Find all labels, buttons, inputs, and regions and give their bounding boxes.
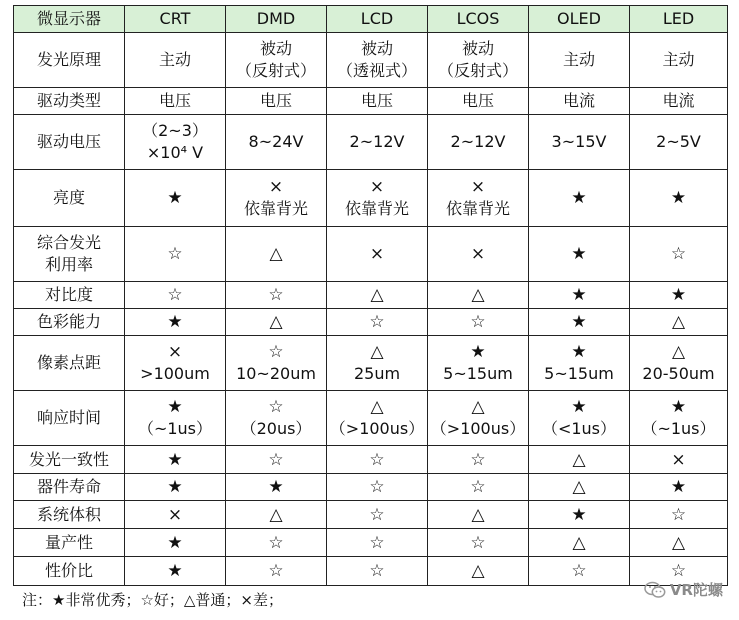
row-label-line: 响应时间 xyxy=(36,408,101,427)
rating-symbol: ★ xyxy=(670,188,687,208)
rating-symbol: ☆ xyxy=(268,561,284,581)
cell-text: （>100us） xyxy=(430,419,526,438)
rating-symbol: × xyxy=(369,177,385,197)
rating-symbol: × xyxy=(167,342,183,362)
table-cell xyxy=(327,529,428,557)
rating-symbol: △ xyxy=(671,342,686,362)
row-label-line: 驱动电压 xyxy=(36,132,101,151)
rating-symbol: ☆ xyxy=(670,561,687,581)
rating-symbol: × xyxy=(167,504,183,525)
rating-symbol: ☆ xyxy=(167,244,183,264)
table-cell xyxy=(529,391,630,446)
cell-text: 被动 xyxy=(461,39,494,58)
rating-symbol: ☆ xyxy=(268,285,284,305)
table-cell xyxy=(428,557,529,586)
table-cell xyxy=(327,391,428,446)
row-label-cell xyxy=(14,227,125,282)
cell-text: 电流 xyxy=(562,91,595,110)
row-label-line: 发光原理 xyxy=(36,50,101,69)
table-cell xyxy=(428,309,529,336)
rating-symbol: ★ xyxy=(571,188,587,208)
rating-symbol: ★ xyxy=(167,312,183,332)
table-cell xyxy=(529,446,630,474)
cell-text: （2~3） xyxy=(142,121,208,140)
rating-symbol: × xyxy=(268,177,284,197)
table-cell xyxy=(630,88,728,115)
rating-symbol: ☆ xyxy=(369,312,385,332)
row-label-cell xyxy=(14,309,125,336)
rating-symbol: △ xyxy=(572,449,586,470)
rating-symbol: ☆ xyxy=(470,449,486,470)
rating-symbol: ☆ xyxy=(167,285,183,305)
table-cell xyxy=(125,446,226,474)
rating-symbol: △ xyxy=(269,504,283,525)
rating-symbol: ★ xyxy=(167,561,183,581)
table-cell xyxy=(226,88,327,115)
rating-symbol: ★ xyxy=(571,312,587,332)
table-cell xyxy=(428,227,529,282)
cell-text: 主动 xyxy=(158,50,191,69)
cell-text: >100um xyxy=(140,364,210,383)
table-cell xyxy=(327,282,428,309)
row-label-cell xyxy=(14,557,125,586)
table-cell xyxy=(529,170,630,227)
row-label-cell xyxy=(14,115,125,170)
table-cell xyxy=(125,88,226,115)
rating-symbol: ☆ xyxy=(369,561,385,581)
table-cell xyxy=(428,529,529,557)
row-label-line: 器件寿命 xyxy=(36,477,101,496)
rating-symbol: ☆ xyxy=(268,397,284,417)
table-cell xyxy=(428,33,529,88)
rating-symbol: △ xyxy=(269,312,283,332)
table-row xyxy=(14,282,728,309)
cell-text: 2~12V xyxy=(450,132,506,151)
wechat-icon xyxy=(644,581,666,599)
row-label-line: 色彩能力 xyxy=(36,312,101,331)
cell-text: （透视式） xyxy=(336,61,417,80)
row-label-line: 量产性 xyxy=(44,532,93,552)
rating-symbol: ☆ xyxy=(369,449,385,470)
table-row xyxy=(14,227,728,282)
table-cell xyxy=(125,33,226,88)
row-label-cell xyxy=(14,336,125,391)
cell-text: 电压 xyxy=(158,91,191,110)
rating-symbol: △ xyxy=(471,561,485,581)
rating-symbol: △ xyxy=(269,244,283,264)
cell-text: （20us） xyxy=(240,419,312,438)
cell-text: （<1us） xyxy=(541,419,617,438)
table-cell xyxy=(327,446,428,474)
table-cell xyxy=(630,282,728,309)
cell-text: 电压 xyxy=(360,91,393,110)
table-row xyxy=(14,446,728,474)
rating-symbol: ☆ xyxy=(369,477,385,497)
table-cell xyxy=(428,115,529,170)
table-cell xyxy=(327,557,428,586)
rating-symbol: ★ xyxy=(167,188,183,208)
rating-symbol: ★ xyxy=(571,285,587,305)
rating-symbol: ★ xyxy=(571,397,587,417)
table-cell xyxy=(125,474,226,501)
cell-text: （~1us） xyxy=(137,419,213,438)
header-cell-technology: OLED xyxy=(529,6,630,33)
table-cell xyxy=(529,115,630,170)
cell-text: 被动 xyxy=(360,39,393,58)
table-cell xyxy=(125,557,226,586)
header-cell-category: 微显示器 xyxy=(14,6,125,33)
table-cell xyxy=(428,501,529,529)
cell-text: 2~12V xyxy=(349,132,405,151)
table-cell xyxy=(125,529,226,557)
rating-symbol: ★ xyxy=(571,244,587,264)
rating-symbol: ☆ xyxy=(470,312,486,332)
row-label-line: 性价比 xyxy=(44,561,93,580)
rating-symbol: ★ xyxy=(167,477,183,497)
row-label-cell xyxy=(14,33,125,88)
rating-symbol: × xyxy=(369,244,385,264)
table-row xyxy=(14,115,728,170)
table-row xyxy=(14,309,728,336)
rating-symbol: ★ xyxy=(670,397,687,417)
table-cell xyxy=(327,501,428,529)
table-cell xyxy=(327,336,428,391)
table-row xyxy=(14,501,728,529)
row-label-cell xyxy=(14,282,125,309)
table-cell xyxy=(327,227,428,282)
row-label-line: 利用率 xyxy=(44,255,93,274)
table-cell xyxy=(630,227,728,282)
rating-symbol: ☆ xyxy=(670,504,687,525)
row-label-cell xyxy=(14,529,125,557)
rating-symbol: × xyxy=(470,177,486,197)
cell-text: 主动 xyxy=(562,50,595,69)
table-cell xyxy=(226,309,327,336)
row-label-cell xyxy=(14,446,125,474)
table-cell xyxy=(226,33,327,88)
table-cell xyxy=(327,115,428,170)
row-label-line: 像素点距 xyxy=(36,353,101,372)
row-label-cell xyxy=(14,501,125,529)
cell-text: 2~5V xyxy=(656,132,701,151)
rating-symbol: ★ xyxy=(670,285,687,305)
table-row xyxy=(14,336,728,391)
table-cell xyxy=(226,170,327,227)
table-cell xyxy=(125,282,226,309)
rating-symbol: △ xyxy=(572,532,586,553)
rating-symbol: ★ xyxy=(167,397,183,417)
table-cell xyxy=(630,170,728,227)
rating-symbol: ★ xyxy=(571,342,587,362)
rating-symbol: ★ xyxy=(167,449,183,470)
table-row xyxy=(14,557,728,586)
table-cell xyxy=(428,282,529,309)
rating-symbol: ☆ xyxy=(470,532,486,553)
table-cell xyxy=(630,529,728,557)
table-row xyxy=(14,474,728,501)
row-label-cell xyxy=(14,474,125,501)
table-cell xyxy=(226,391,327,446)
table-cell xyxy=(125,170,226,227)
table-cell xyxy=(226,474,327,501)
table-cell xyxy=(630,115,728,170)
rating-symbol: △ xyxy=(671,312,686,332)
cell-text: 25um xyxy=(353,364,401,383)
row-label-cell xyxy=(14,170,125,227)
cell-text: 电压 xyxy=(259,91,292,110)
table-cell xyxy=(529,529,630,557)
rating-symbol: ★ xyxy=(670,477,687,497)
cell-text: （反射式） xyxy=(437,61,518,80)
rating-symbol: ★ xyxy=(571,504,587,525)
table-cell xyxy=(630,501,728,529)
table-cell xyxy=(125,309,226,336)
table-cell xyxy=(428,170,529,227)
cell-text: 5~15um xyxy=(544,364,614,383)
rating-symbol: △ xyxy=(471,285,485,305)
rating-symbol: △ xyxy=(370,285,384,305)
table-cell xyxy=(428,88,529,115)
table-cell xyxy=(125,336,226,391)
header-cell-technology: LED xyxy=(630,6,728,33)
cell-text: 主动 xyxy=(662,50,695,69)
table-cell xyxy=(327,309,428,336)
table-row xyxy=(14,88,728,115)
footnote-legend: 注：★非常优秀；☆好；△普通；×差； xyxy=(22,591,284,609)
rating-symbol: ☆ xyxy=(369,504,385,525)
row-label-cell xyxy=(14,391,125,446)
rating-symbol: △ xyxy=(671,532,686,553)
table-row xyxy=(14,33,728,88)
table-cell xyxy=(226,501,327,529)
table-row xyxy=(14,391,728,446)
watermark xyxy=(644,579,723,600)
rating-symbol: × xyxy=(470,244,486,264)
header-cell-technology: CRT xyxy=(125,6,226,33)
table-cell xyxy=(226,529,327,557)
rating-symbol: △ xyxy=(471,504,485,525)
table-cell xyxy=(226,336,327,391)
row-label-cell xyxy=(14,88,125,115)
rating-symbol: ★ xyxy=(268,477,284,497)
table-cell xyxy=(529,557,630,586)
cell-text: （~1us） xyxy=(641,419,716,438)
header-cell-technology: LCOS xyxy=(428,6,529,33)
table-cell xyxy=(630,474,728,501)
table-cell xyxy=(529,309,630,336)
cell-text: 8~24V xyxy=(248,132,304,151)
table-cell xyxy=(630,309,728,336)
rating-symbol: ★ xyxy=(470,342,486,362)
cell-text: ×10⁴ V xyxy=(146,143,204,162)
table-cell xyxy=(529,88,630,115)
cell-text: 依靠背光 xyxy=(344,199,409,218)
table-cell xyxy=(630,336,728,391)
cell-text: 依靠背光 xyxy=(445,199,510,218)
cell-text: （反射式） xyxy=(235,61,316,80)
cell-text: 20-50um xyxy=(642,364,715,383)
table-cell xyxy=(529,336,630,391)
table-cell xyxy=(529,282,630,309)
rating-symbol: △ xyxy=(370,397,384,417)
table-cell xyxy=(226,557,327,586)
row-label-line: 驱动类型 xyxy=(36,91,101,110)
cell-text: 5~15um xyxy=(443,364,513,383)
table-cell xyxy=(428,336,529,391)
table-cell xyxy=(327,474,428,501)
table-cell xyxy=(428,474,529,501)
rating-symbol: ★ xyxy=(167,532,183,553)
rating-symbol: ☆ xyxy=(571,561,587,581)
cell-text: 被动 xyxy=(259,39,292,58)
table-cell xyxy=(226,446,327,474)
table-cell xyxy=(125,115,226,170)
row-label-line: 系统体积 xyxy=(36,504,101,524)
cell-text: 电流 xyxy=(662,91,695,110)
rating-symbol: ☆ xyxy=(470,477,486,497)
rating-symbol: ☆ xyxy=(670,244,687,264)
table-cell xyxy=(226,115,327,170)
table-cell xyxy=(630,33,728,88)
rating-symbol: △ xyxy=(370,342,384,362)
table-cell xyxy=(327,88,428,115)
table-row xyxy=(14,529,728,557)
table-row xyxy=(14,170,728,227)
header-row xyxy=(14,6,728,33)
table-cell xyxy=(226,282,327,309)
table-cell xyxy=(630,391,728,446)
cell-text: 3~15V xyxy=(551,132,607,151)
watermark-text: VR陀螺 xyxy=(669,581,723,599)
rating-symbol: ☆ xyxy=(268,532,284,553)
rating-symbol: △ xyxy=(471,397,485,417)
table-cell xyxy=(125,227,226,282)
row-label-line: 发光一致性 xyxy=(28,449,109,469)
cell-text: （>100us） xyxy=(329,419,425,438)
table-cell xyxy=(428,391,529,446)
table-cell xyxy=(125,391,226,446)
cell-text: 电压 xyxy=(461,91,494,110)
table-cell xyxy=(125,501,226,529)
table-cell xyxy=(327,33,428,88)
cell-text: 依靠背光 xyxy=(243,199,308,218)
row-label-line: 亮度 xyxy=(52,188,85,207)
rating-symbol: △ xyxy=(572,477,586,497)
cell-text: 10~20um xyxy=(236,364,316,383)
table-cell xyxy=(327,170,428,227)
table-cell xyxy=(529,474,630,501)
rating-symbol: ☆ xyxy=(268,342,284,362)
table-cell xyxy=(226,227,327,282)
table-cell xyxy=(428,446,529,474)
table-cell xyxy=(529,33,630,88)
table-cell xyxy=(630,446,728,474)
comparison-table xyxy=(13,5,728,586)
rating-symbol: ☆ xyxy=(369,532,385,553)
rating-symbol: ☆ xyxy=(268,449,284,470)
row-label-line: 综合发光 xyxy=(36,233,101,252)
row-label-line: 对比度 xyxy=(44,285,93,304)
header-cell-technology: DMD xyxy=(226,6,327,33)
table-cell xyxy=(529,501,630,529)
header-cell-technology: LCD xyxy=(327,6,428,33)
rating-symbol: × xyxy=(671,449,686,470)
table-cell xyxy=(529,227,630,282)
